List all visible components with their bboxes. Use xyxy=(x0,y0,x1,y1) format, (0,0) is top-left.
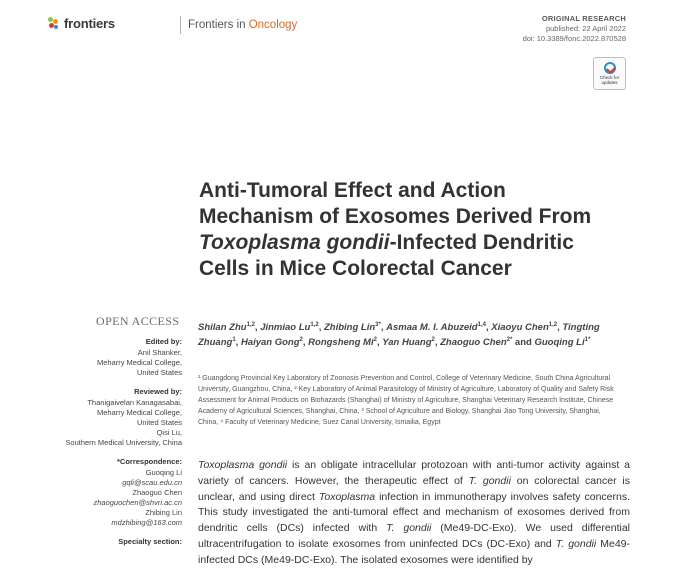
article-title xyxy=(199,178,599,282)
author-sup: 1,2 xyxy=(310,322,319,328)
correspondent-name: Zhibing Lin xyxy=(145,508,182,517)
title-italic: Toxoplasma gondii xyxy=(199,231,390,254)
author-sup: 2* xyxy=(506,337,513,344)
open-access-label: OPEN ACCESS xyxy=(96,314,180,328)
author-sup: 3* xyxy=(375,322,381,328)
author-name[interactable]: Shilan Zhu xyxy=(198,322,247,334)
edited-by-label: Edited by: xyxy=(145,337,182,346)
abstract-text: Me49-infected DCs (Me49-DC-Exo). The isolated exosomes were identified by xyxy=(198,537,631,566)
abstract-italic: T. gondii xyxy=(468,474,511,487)
reviewer-line: Meharry Medical College, xyxy=(96,408,182,417)
correspondent-email[interactable]: mdzhibing@163.com xyxy=(111,518,182,527)
author-sup: 1,4 xyxy=(477,322,486,328)
correspondent-email[interactable]: zhaoguochen@shvri.ac.cn xyxy=(93,498,182,507)
badge-line2: updates xyxy=(601,80,618,85)
frontiers-logo[interactable] xyxy=(48,16,115,31)
reviewed-by-block xyxy=(42,387,182,448)
abstract xyxy=(198,458,630,569)
journal-name[interactable] xyxy=(188,19,297,31)
editor-line: Anil Shanker, xyxy=(137,348,182,357)
published-date: published: 22 April 2022 xyxy=(545,24,626,33)
correspondent-name: Guoqing Li xyxy=(145,468,182,477)
author-name[interactable]: Tingting Zhuang xyxy=(198,322,600,349)
author-name[interactable]: Asmaa M. I. Abuzeid xyxy=(386,322,478,334)
author-sup: 2 xyxy=(299,337,303,344)
affiliations: ¹ Guangdong Provincial Key Laboratory of Zoonosis Prevention and Control, College of Veterinary Medicine, South China Agricultural University, Guangzhou, China, ² Key Laboratory of Animal Parasitology of Ministry of Agriculture, Laboratory of Quality and Safety Risk Assessment for Animal Products on Biohazards (Shanghai) of Ministry of Agriculture, Shanghai Veterinary Research Institute, Chinese Academy of Agricultural Sciences, Shanghai, China, ³ School of Agriculture and Biology, Shanghai Jiao Tong University, Shanghai, China, ⁴ Faculty of Veterinary Medicine, Suez Canal University, Ismailia, Egypt xyxy=(198,375,614,426)
author-name[interactable]: Haiyan Gong xyxy=(240,337,300,349)
journal-accent: Oncology xyxy=(248,19,298,31)
badge-line1: Check for xyxy=(599,75,620,80)
abstract-italic: T. gondii xyxy=(555,537,597,550)
header-divider xyxy=(180,16,181,34)
editor-line: Meharry Medical College, xyxy=(96,358,182,367)
author-sup: 1 xyxy=(232,337,236,344)
logo-text: frontiers xyxy=(64,16,115,31)
specialty-label: Specialty section: xyxy=(118,537,182,546)
editor-line: United States xyxy=(136,368,182,377)
abstract-text: is an obligate intracellular protozoan with anti-tumor activity against a variety of cancers. However, the therapeutic effect of xyxy=(198,459,630,487)
author-name[interactable]: Guoqing Li xyxy=(534,337,585,349)
reviewed-by-label: Reviewed by: xyxy=(134,387,182,396)
abstract-italic: Toxoplasma xyxy=(318,490,376,503)
specialty-block xyxy=(42,537,182,547)
article-type: ORIGINAL RESEARCH xyxy=(541,14,626,23)
check-for-updates-button[interactable] xyxy=(593,57,626,90)
author-name[interactable]: Rongsheng Mi xyxy=(308,337,374,349)
author-sup: 2 xyxy=(373,337,377,344)
author-name[interactable]: Zhaoguo Chen xyxy=(440,337,507,349)
abstract-text: infection in immunotherapy involves safety concerns. This study investigated the anti-tumoral effect and mechanism of exosomes derived from dendritic cells (DCs) infected with xyxy=(198,490,630,535)
author-sup: 1,2 xyxy=(246,322,255,328)
journal-prefix: Frontiers in xyxy=(188,19,249,31)
abstract-italic: Toxoplasma gondii xyxy=(198,459,288,471)
check-updates-icon xyxy=(604,62,616,74)
article-meta xyxy=(523,14,626,44)
reviewer-line: Thanigaivelan Kanagasabai, xyxy=(87,398,182,407)
reviewer-line: Qisi Lu, xyxy=(156,428,182,437)
author-name[interactable]: Yan Huang xyxy=(382,337,432,349)
correspondent-email[interactable]: gqli@scau.edu.cn xyxy=(122,478,182,487)
abstract-text: (Me49-DC-Exo). We used differential ultracentrifugation to isolate exosomes from uninfected DCs (DC-Exo) and xyxy=(198,522,630,550)
correspondence-label: *Correspondence: xyxy=(116,457,182,466)
author-sup: 1,2 xyxy=(548,322,558,328)
author-sup: 1* xyxy=(584,337,591,344)
frontiers-logo-icon xyxy=(48,17,60,31)
correspondent-name: Zhaoguo Chen xyxy=(132,488,182,497)
author-name[interactable]: Jinmiao Lu xyxy=(260,322,311,334)
reviewer-line: United States xyxy=(136,418,182,427)
edited-by-block xyxy=(42,337,182,378)
article-sidebar xyxy=(42,337,182,556)
title-part2: -Infected Dendritic Cells in Mice Colorectal Cancer xyxy=(199,231,574,280)
author-name[interactable]: Xiaoyu Chen xyxy=(491,322,549,334)
reviewer-line: Southern Medical University, China xyxy=(65,438,182,447)
abstract-italic: T. gondii xyxy=(386,522,432,535)
correspondence-block xyxy=(42,457,182,528)
author-name[interactable]: Zhibing Lin xyxy=(323,322,376,334)
doi[interactable]: doi: 10.3389/fonc.2022.870528 xyxy=(522,34,626,43)
author-sup: 2 xyxy=(431,337,435,344)
author-list: Shilan Zhu$^{1,2}$, Jinmiao Lu$^{1,2}$, Zhibing Lin$^{3*}$, Asmaa M. I. Abuzeid$^{1,4}$, Xiaoyu Chen$^{1,2}$, Tingting Zhuang$^1$, Haiyan Gong$^2$, Rongsheng Mi$^2$, Yan Huang$^2$, Zhaoguo Chen$^{2*}$ and Guoqing $Li^{1*}$ xyxy=(198,322,600,349)
title-part1: Anti-Tumoral Effect and Action Mechanism of Exosomes Derived From xyxy=(199,179,592,228)
abstract-text: on colorectal cancer is unclear, and using direct xyxy=(198,474,630,503)
